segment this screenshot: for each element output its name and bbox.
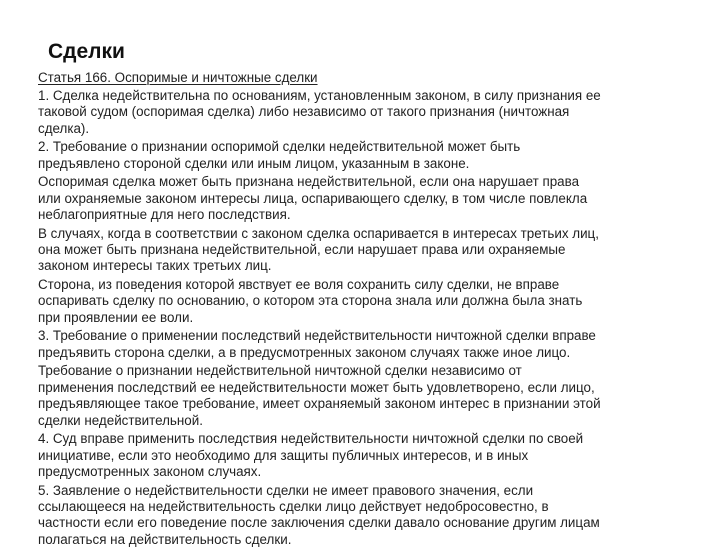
article-heading: Статья 166. Оспоримые и ничтожные сделки	[38, 70, 318, 85]
paragraph-8: 4. Суд вправе применить последствия недействительности ничтожной сделки по своей инициативе, если это необходимо для защиты публичных интересов, и в иных предусмотренных законом случаях.	[38, 431, 584, 480]
paragraph-5: Сторона, из поведения которой явствует ее воля сохранить силу сделки, не вправе оспаривать сделку по основанию, о котором эта сторона знала или должна была знать при проявлении ее воли.	[38, 277, 583, 325]
paragraph-6: 3. Требование о применении последствий недействительности ничтожной сделки вправе предъявить сторона сделки, а в предусмотренных законом случаях также иное лицо.	[38, 328, 596, 360]
paragraph-7: Требование о признании недействительной ничтожной сделки независимо от применения последствий ее недействительности может быть удовлетворено, если лицо, предъявляющее такое требование, имеет охраняемый законом интерес в признании этой сделки недействительной.	[38, 363, 601, 428]
paragraph-3: Оспоримая сделка может быть признана недействительной, если она нарушает права или охраняемые законом интересы лица, оспаривающего сделку, в том числе повлекла неблагоприятные для него последствия.	[38, 174, 588, 223]
slide-body	[38, 70, 716, 550]
slide-title: Сделки	[48, 40, 125, 63]
paragraph-2: 2. Требование о признании оспоримой сделки недействительной может быть предъявлено стороной сделки или иным лицом, указанным в законе.	[38, 139, 521, 171]
paragraph-9: 5. Заявление о недействительности сделки не имеет правового значения, если ссылающееся на недействительность сделки лицо действует недобросовестно, в частности если его поведение после заключения сделки давало основание другим лицам полагаться на действительность сделки.	[38, 482, 600, 547]
paragraph-1: 1. Сделка недействительна по основаниям, установленным законом, в силу признания ее таковой судом (оспоримая сделка) либо независимо от такого признания (ничтожная сделка).	[38, 87, 601, 136]
paragraph-4: В случаях, когда в соответствии с законом сделка оспаривается в интересах третьих лиц, она может быть признана недействительной, если нарушает права или охраняемые законом интересы таких третьих лиц.	[38, 225, 599, 274]
